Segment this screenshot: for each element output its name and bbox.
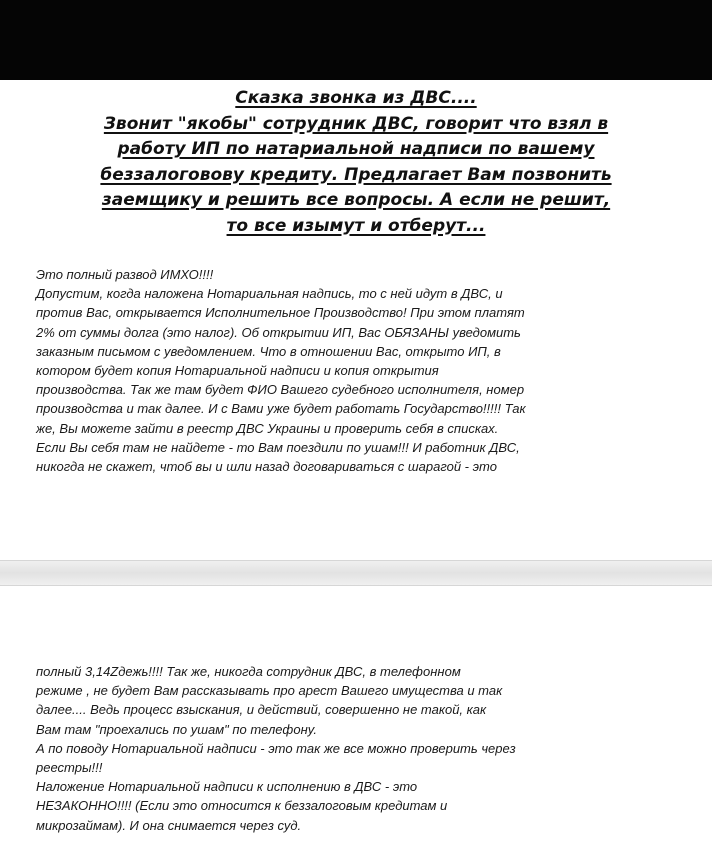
text-line: же, Вы можете зайти в реестр ДВС Украины и проверить себя в списках. xyxy=(36,420,499,436)
headline-line: Звонит "якобы" сотрудник ДВС, говорит что взял в xyxy=(103,113,609,134)
text-line: микрозаймам). И она снимается через суд. xyxy=(36,817,302,833)
text-line: Если Вы себя там не найдете - то Вам поездили по ушам!!! И работник ДВС, xyxy=(36,439,520,455)
text-line: Это полный развод ИМХО!!!! xyxy=(36,267,214,282)
headline xyxy=(30,86,682,239)
text-line: далее.... Ведь процесс взыскания, и действий, совершенно не такой, как xyxy=(36,702,487,718)
text-line: никогда не скажет, чтоб вы и шли назад договариваться с шарагой - это xyxy=(36,459,497,475)
text-line: 2% от суммы долга (это налог). Об открытии ИП, Вас ОБЯЗАНЫ уведомить xyxy=(36,324,521,340)
headline-line: заемщику и решить все вопросы. А если не решит, xyxy=(101,190,611,210)
headline-line: беззалоговову кредиту. Предлагает Вам позвонить xyxy=(100,164,612,185)
text-line: полный 3,14Zдежь!!!! Так же, никогда сотрудник ДВС, в телефонном xyxy=(36,664,461,679)
headline-line: Сказка звонка из ДВС.... xyxy=(235,88,477,108)
text-line: против Вас, открывается Исполнительное Производство! При этом платят xyxy=(36,305,525,321)
text-line: А по поводу Нотариальной надписи - это так же все можно проверить через xyxy=(36,740,516,756)
headline-line: работу ИП по натариальной надписи по вашему xyxy=(117,139,595,159)
text-line: производства. Так же там будет ФИО Вашего судебного исполнителя, номер xyxy=(36,382,525,398)
text-line: производства и так далее. И с Вами уже будет работать Государство!!!!! Так xyxy=(36,401,526,417)
text-line: Наложение Нотариальной надписи к исполнению в ДВС - это xyxy=(36,779,418,795)
text-line: заказным письмом с уведомлением. Что в отношении Вас, открыто ИП, в xyxy=(36,343,501,359)
text-line: Вам там "проехались по ушам" по телефону. xyxy=(36,721,318,737)
headline-line: то все изымут и отберут... xyxy=(226,215,486,236)
page-separator xyxy=(0,560,712,586)
top-black-bar xyxy=(0,0,712,80)
text-line: режиме , не будет Вам рассказывать про арест Вашего имущества и так xyxy=(36,683,503,699)
body-text-block-one xyxy=(36,265,684,476)
text-line: Допустим, когда наложена Нотариальная надпись, то с ней идут в ДВС, и xyxy=(36,286,503,302)
text-line: реестры!!! xyxy=(36,760,103,776)
text-line: котором будет копия Нотариальной надписи и копия открытия xyxy=(36,363,439,379)
text-line: НЕЗАКОННО!!!! (Если это относится к беззалоговым кредитам и xyxy=(36,798,448,814)
body-text-block-two xyxy=(36,662,684,835)
